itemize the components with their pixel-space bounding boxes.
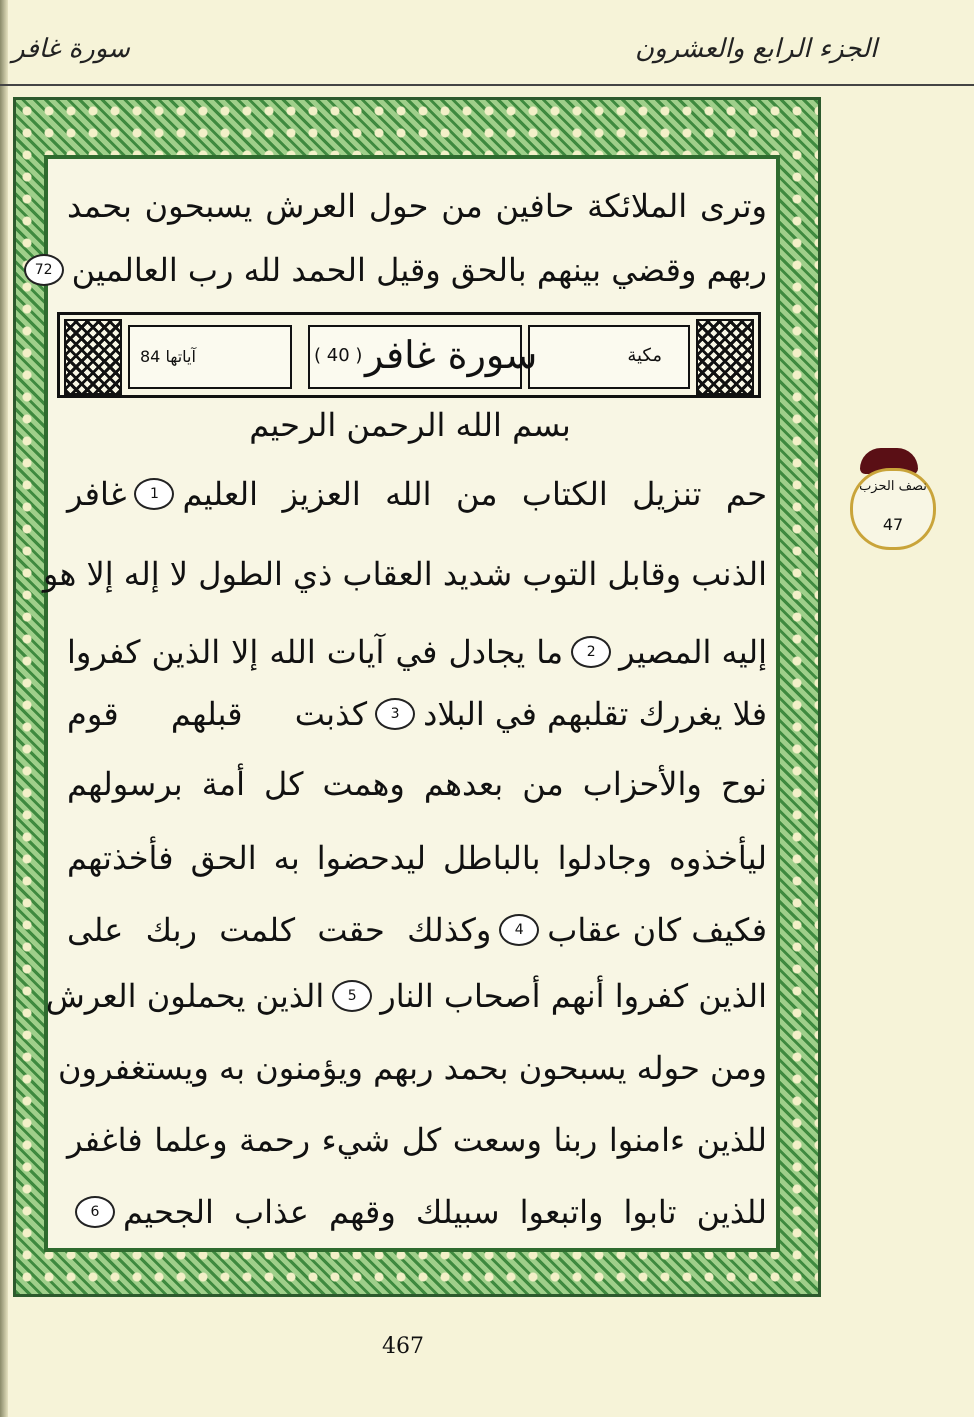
verse-number-marker: 4 xyxy=(499,914,539,946)
verse-line-2 xyxy=(42,542,767,606)
verse-text-continued: كذبت قبلهم قوم xyxy=(67,695,368,733)
verse-number-marker: 3 xyxy=(375,698,415,730)
page-edge-shadow xyxy=(0,0,8,1417)
verse-line-3 xyxy=(67,620,767,684)
banner-ornament-right xyxy=(696,319,754,395)
page-number: 467 xyxy=(382,1334,424,1359)
verse-text: الذين كفروا أنهم أصحاب النار xyxy=(380,977,767,1015)
surah-number: ( 40 ) xyxy=(314,345,363,366)
verse-text: حم تنزيل الكتاب من الله العزيز العليم xyxy=(182,475,767,513)
verse-line-4 xyxy=(67,682,767,746)
verse-text-continued: ما يجادل في آيات الله إلا الذين كفروا xyxy=(67,633,564,671)
verse-line-10 xyxy=(67,1108,767,1172)
hizb-marker xyxy=(848,448,934,548)
verse-text: للذين ءامنوا ربنا وسعت كل شيء رحمة وعلما فاغفر xyxy=(67,1121,767,1159)
verse-text: إليه المصير xyxy=(619,633,767,671)
banner-panel-right xyxy=(528,325,690,389)
verse-number-marker: 72 xyxy=(24,254,64,286)
verse-text-continued: وكذلك حقت كلمت ربك على xyxy=(67,911,492,949)
verse-line-6 xyxy=(67,826,767,890)
prev-surah-line-1 xyxy=(67,174,767,238)
header-surah-title: سورة غافر xyxy=(12,34,130,64)
verse-line-1 xyxy=(67,462,767,526)
verse-text: وترى الملائكة حافين من حول العرش يسبحون بحمد xyxy=(67,187,767,225)
header-rule xyxy=(0,84,974,86)
verse-number-marker: 1 xyxy=(134,478,174,510)
verse-text: نوح والأحزاب من بعدهم وهمت كل أمة برسولهم xyxy=(67,765,767,803)
hizb-label: نصف الحزب xyxy=(859,479,927,494)
surah-revelation-type: مكية xyxy=(627,345,662,366)
banner-ornament-left xyxy=(64,319,122,395)
verse-text: ومن حوله يسبحون بحمد ربهم ويؤمنون به ويستغفرون xyxy=(57,1049,767,1087)
verse-number-marker: 2 xyxy=(571,636,611,668)
verse-line-9 xyxy=(57,1036,767,1100)
verse-line-7 xyxy=(67,898,767,962)
surah-banner xyxy=(57,312,761,398)
surah-verse-count: آياتها 84 xyxy=(140,347,196,366)
verse-line-8 xyxy=(45,964,767,1028)
verse-line-11 xyxy=(67,1180,767,1244)
verse-text: ليأخذوه وجادلوا بالباطل ليدحضوا به الحق فأخذتهم xyxy=(67,839,767,877)
hizb-badge xyxy=(850,468,936,550)
basmala: بسم الله الرحمن الرحيم xyxy=(249,406,571,444)
verse-number-marker: 6 xyxy=(75,1196,115,1228)
prev-surah-line-2 xyxy=(34,238,767,302)
verse-text: فكيف كان عقاب xyxy=(547,911,767,949)
verse-text: للذين تابوا واتبعوا سبيلك وقهم عذاب الجحيم xyxy=(123,1193,767,1231)
hizb-number: 47 xyxy=(882,515,904,534)
verse-line-5 xyxy=(67,752,767,816)
verse-text: ربهم وقضي بينهم بالحق وقيل الحمد لله رب العالمين xyxy=(71,251,767,289)
verse-number-marker: 5 xyxy=(332,980,372,1012)
header-juz-title: الجزء الرابع والعشرون xyxy=(635,34,878,64)
surah-title: سورة غافر xyxy=(365,333,538,377)
verse-text-continued: الذين يحملون العرش xyxy=(45,977,325,1015)
verse-text: فلا يغررك تقلبهم في البلاد xyxy=(423,695,767,733)
verse-text: الذنب وقابل التوب شديد العقاب ذي الطول لا إله إلا هو xyxy=(42,555,767,593)
verse-text-continued: غافر xyxy=(67,475,127,513)
